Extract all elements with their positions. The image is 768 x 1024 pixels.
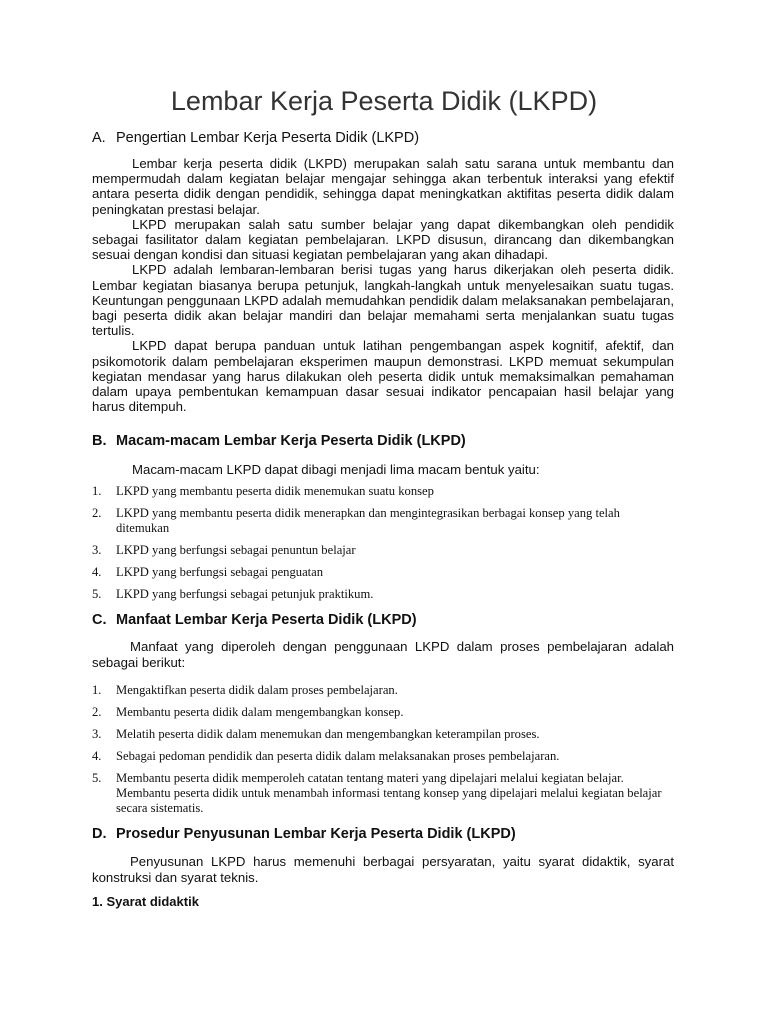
list-item bbox=[92, 506, 672, 536]
list-item bbox=[92, 484, 672, 499]
section-c-intro: Manfaat yang diperoleh dengan penggunaan LKPD dalam proses pembelajaran adalah sebagai berikut: bbox=[92, 639, 674, 670]
section-d-title: Prosedur Penyusunan Lembar Kerja Peserta Didik (LKPD) bbox=[116, 826, 516, 842]
list-item bbox=[92, 727, 672, 742]
list-item-text: Melatih peserta didik dalam menemukan dan mengembangkan keterampilan proses. bbox=[116, 727, 540, 741]
section-d-letter: D. bbox=[92, 826, 107, 842]
section-a-paragraph-2: LKPD merupakan salah satu sumber belajar yang dapat dikembangkan oleh pendidik sebagai fasilitator dalam kegiatan pembelajaran. LKPD disusun, dirancang dan dikembangkan sesuai dengan kondisi dan situasi kegiatan pembelajaran yang akan dihadapi. bbox=[92, 216, 674, 263]
section-c-title: Manfaat Lembar Kerja Peserta Didik (LKPD) bbox=[116, 612, 417, 628]
section-a-title: Pengertian Lembar Kerja Peserta Didik (LKPD) bbox=[116, 130, 420, 146]
list-item-text: Membantu peserta didik memperoleh catatan tentang materi yang dipelajari melalui kegiatan belajar. Membantu peserta didik untuk menambah informasi tentang konsep yang dipelajari melalui kegiatan belajar secara sistematis. bbox=[116, 771, 662, 815]
list-item-text: LKPD yang berfungsi sebagai penuntun belajar bbox=[116, 543, 356, 557]
list-item-number: 1. bbox=[92, 484, 102, 498]
list-item-number: 2. bbox=[92, 705, 102, 719]
list-item-text: LKPD yang membantu peserta didik menemukan suatu konsep bbox=[116, 484, 434, 498]
list-item-text: LKPD yang berfungsi sebagai penguatan bbox=[116, 565, 324, 579]
section-c-letter: C. bbox=[92, 612, 107, 628]
list-item-number: 5. bbox=[92, 771, 102, 785]
list-item-text: Sebagai pedoman pendidik dan peserta didik dalam melaksanakan proses pembelajaran. bbox=[116, 749, 560, 763]
list-item-number: 5. bbox=[92, 587, 102, 601]
section-a-heading bbox=[92, 130, 692, 146]
section-a-paragraph-1: Lembar kerja peserta didik (LKPD) merupakan salah satu sarana untuk membantu dan mempermudah dalam kegiatan belajar mengajar sehingga akan terbentuk interaksi yang efektif antara peserta didik dengan pendidik, sehingga dapat meningkatkan aktifitas peserta didik dalam peningkatan prestasi belajar. bbox=[92, 156, 674, 217]
document-title: Lembar Kerja Peserta Didik (LKPD) bbox=[170, 86, 598, 116]
list-item bbox=[92, 771, 672, 816]
list-item-text: Membantu peserta didik dalam mengembangkan konsep. bbox=[116, 705, 404, 719]
list-item-number: 3. bbox=[92, 543, 102, 557]
section-a-paragraph-3: LKPD adalah lembaran-lembaran berisi tugas yang harus dikerjakan oleh peserta didik. Lembar kegiatan biasanya berupa petunjuk, langkah-langkah untuk menyelesaikan suatu tugas. Keuntungan penggunaan LKPD adalah memudahkan pendidik dalam melaksanakan pembelajaran, bagi peserta didik akan belajar mandiri dan belajar memahami serta menjalankan suatu tugas tertulis. bbox=[92, 262, 674, 339]
list-item bbox=[92, 749, 672, 764]
section-b-intro: Macam-macam LKPD dapat dibagi menjadi lima macam bentuk yaitu: bbox=[132, 462, 540, 477]
section-a-body bbox=[92, 156, 674, 414]
list-item bbox=[92, 543, 672, 558]
section-d-intro: Penyusunan LKPD harus memenuhi berbagai persyaratan, yaitu syarat didaktik, syarat konstruksi dan syarat teknis. bbox=[92, 854, 674, 885]
section-c-list bbox=[92, 683, 672, 816]
section-b-heading bbox=[92, 433, 692, 449]
list-item-number: 4. bbox=[92, 749, 102, 763]
list-item bbox=[92, 705, 672, 720]
section-a-letter: A. bbox=[92, 130, 106, 146]
section-d-heading bbox=[92, 826, 692, 842]
list-item-text: LKPD yang berfungsi sebagai petunjuk praktikum. bbox=[116, 587, 374, 601]
section-a-paragraph-4: LKPD dapat berupa panduan untuk latihan pengembangan aspek kognitif, afektif, dan psikomotorik dalam pembelajaran eksperimen maupun demonstrasi. LKPD memuat sekumpulan kegiatan mendasar yang harus dilakukan oleh peserta didik untuk memaksimalkan pemahaman dalam upaya pembentukan kemampuan dasar sesuai indikator pencapaian hasil belajar yang harus ditempuh. bbox=[92, 338, 674, 415]
list-item bbox=[92, 683, 672, 698]
section-b-title: Macam-macam Lembar Kerja Peserta Didik (LKPD) bbox=[116, 433, 466, 449]
list-item-number: 2. bbox=[92, 506, 102, 520]
list-item-number: 3. bbox=[92, 727, 102, 741]
section-d-subheading: 1. Syarat didaktik bbox=[92, 894, 199, 909]
list-item-number: 1. bbox=[92, 683, 102, 697]
section-c-heading bbox=[92, 612, 692, 628]
list-item-text: Mengaktifkan peserta didik dalam proses pembelajaran. bbox=[116, 683, 398, 697]
section-b-letter: B. bbox=[92, 433, 107, 449]
list-item-text: LKPD yang membantu peserta didik menerapkan dan mengintegrasikan berbagai konsep yang telah ditemukan bbox=[116, 506, 620, 535]
list-item bbox=[92, 565, 672, 580]
list-item bbox=[92, 587, 672, 602]
section-b-list bbox=[92, 484, 672, 602]
list-item-number: 4. bbox=[92, 565, 102, 579]
